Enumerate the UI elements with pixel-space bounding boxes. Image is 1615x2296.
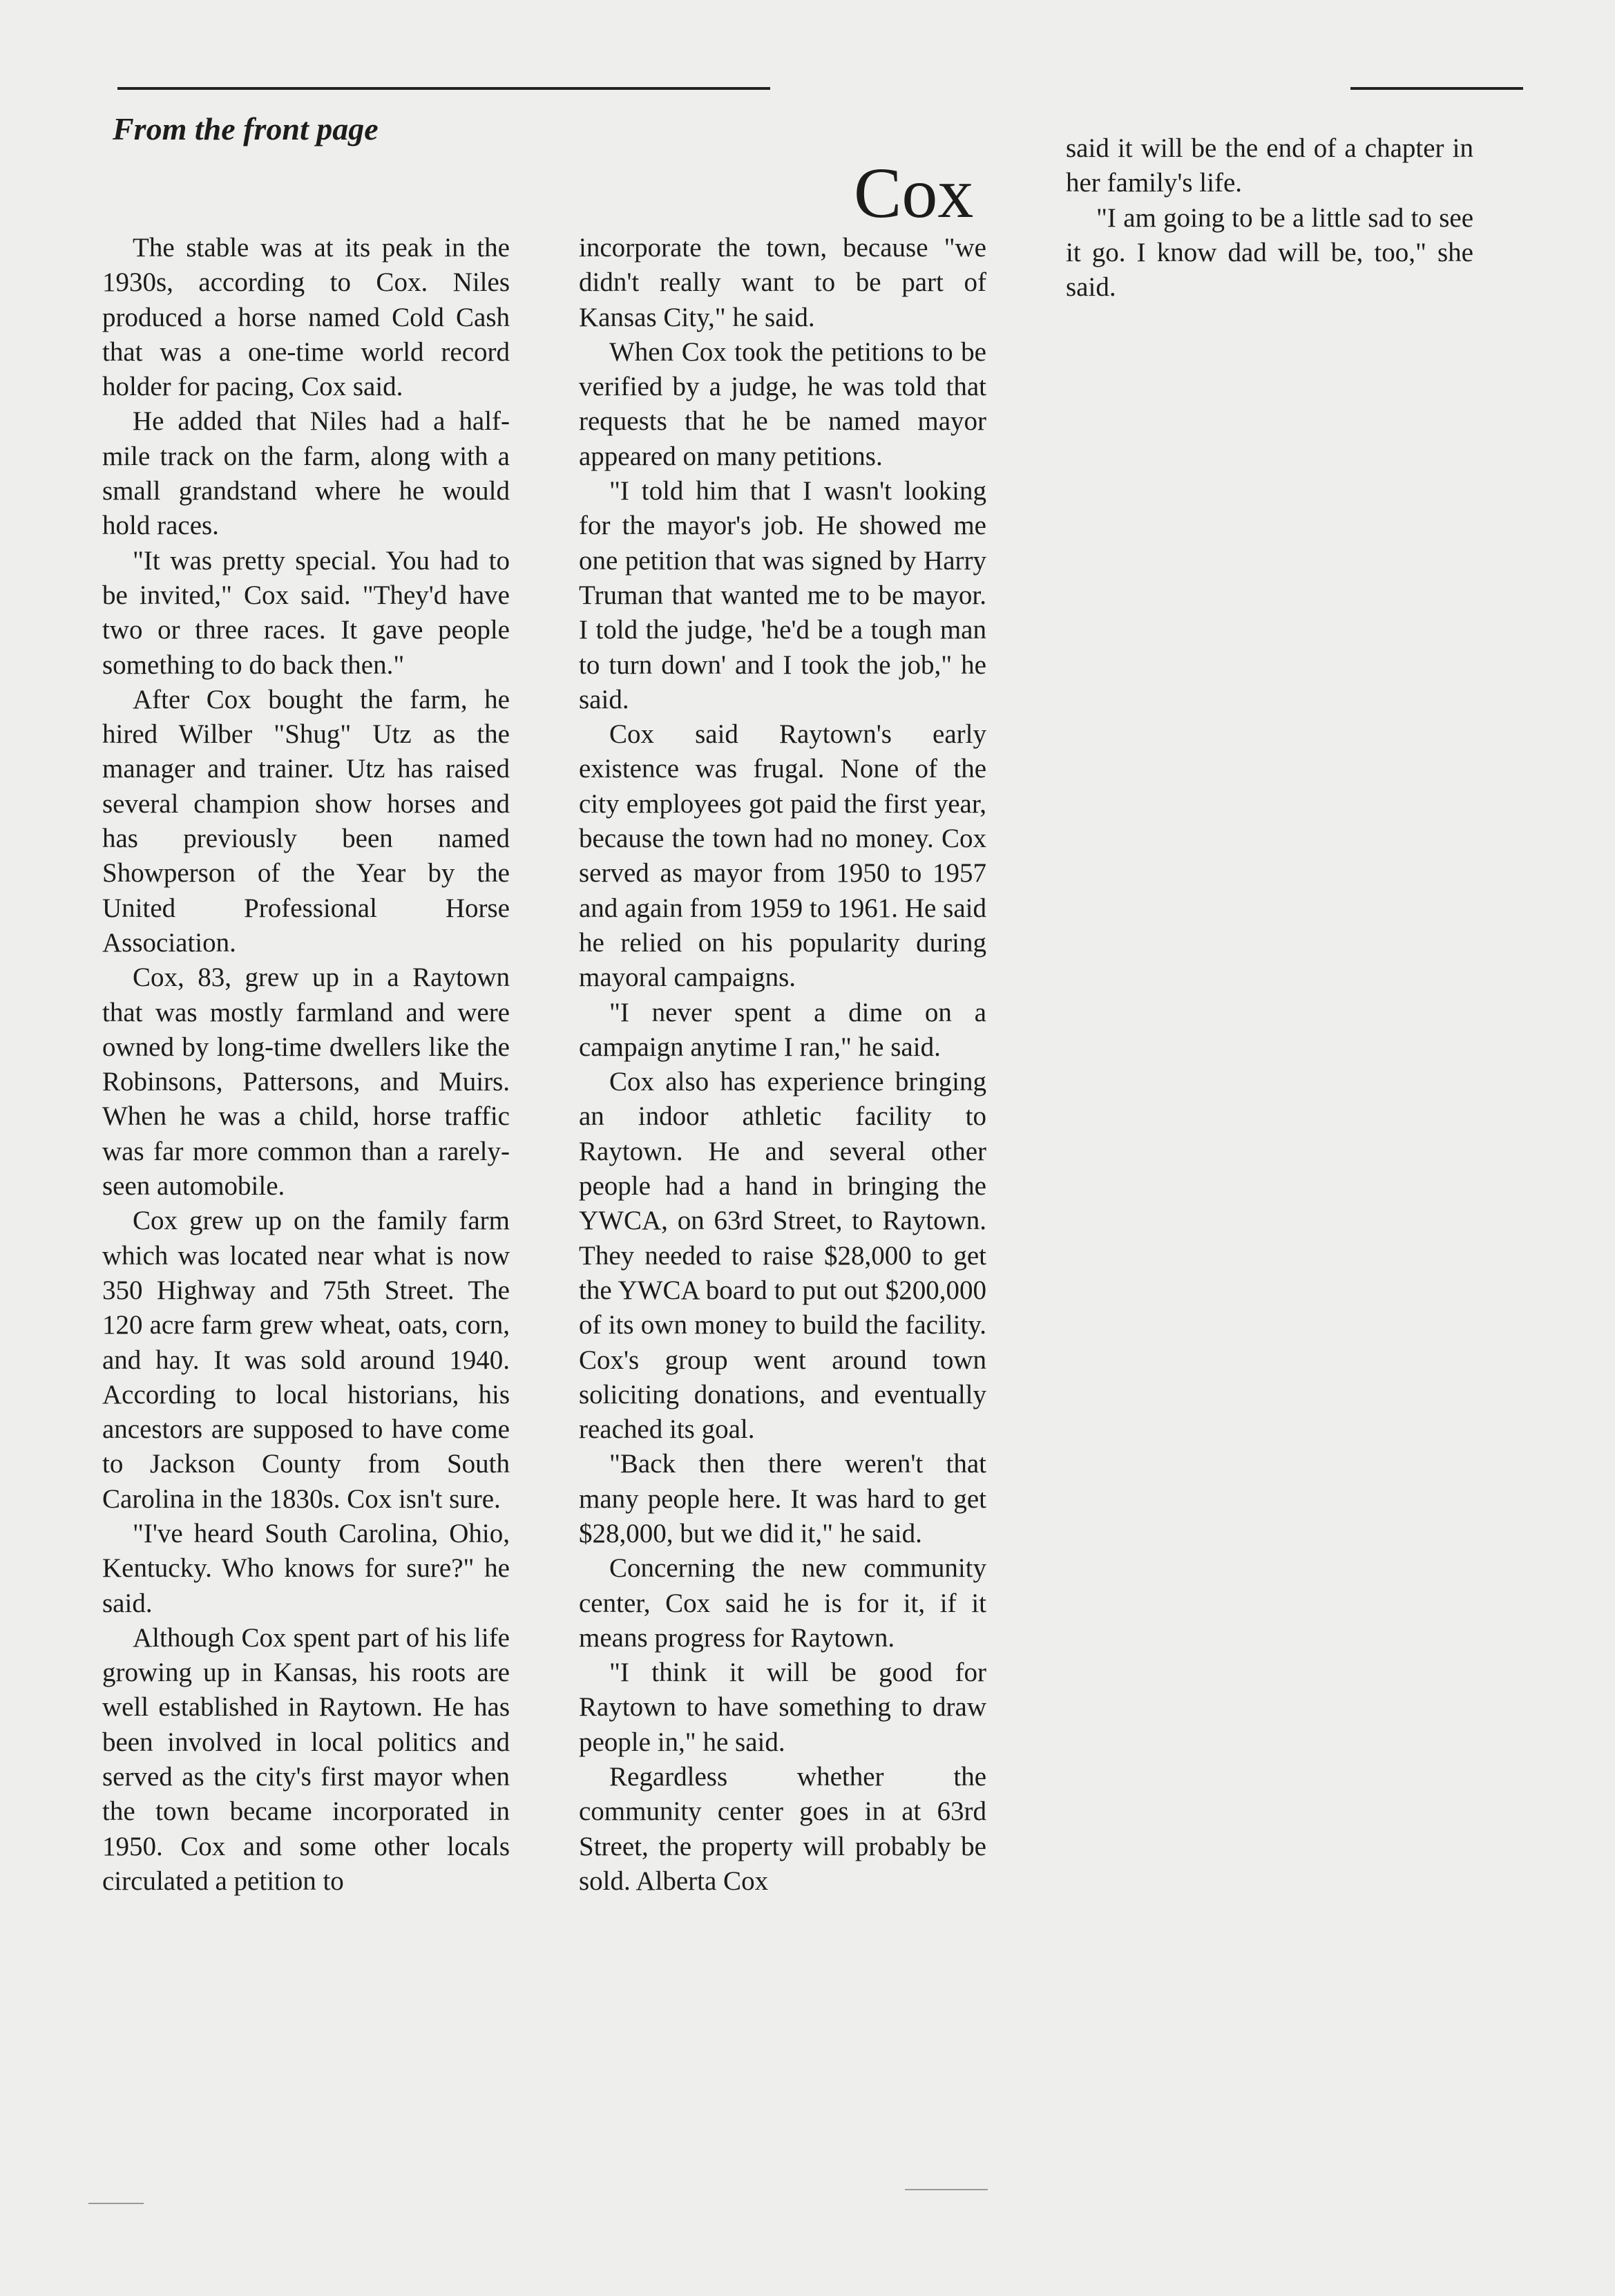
paragraph: Although Cox spent part of his life growing up in Kansas, his roots are well established in Raytown. He has been involved in local politics and served as the city's first mayor when the town became incorporated in 1950. Cox and some other locals circulated a petition to [102,1622,510,1896]
paragraph: "I've heard South Carolina, Ohio, Kentucky. Who knows for sure?" he said. [102,1518,510,1618]
paragraph: He added that Niles had a half-mile track on the farm, along with a small grandstand where he would hold races. [102,406,510,541]
top-rule-right [1350,87,1523,90]
article-column-1 [102,231,510,1899]
paragraph: "I am going to be a little sad to see it go. I know dad will be, too," she said. [1066,202,1473,303]
article-column-3 [1066,131,1473,305]
paragraph: Cox grew up on the family farm which was located near what is now 350 Highway and 75th Street. The 120 acre farm grew wheat, oats, corn, and hay. It was sold around 1940. According to local historians, his ancestors are supposed to have come to Jackson County from South Carolina in the 1830s. Cox isn't sure. [102,1206,510,1514]
paragraph: Cox, 83, grew up in a Raytown that was mostly farmland and were owned by long-time dwellers like the Robinsons, Pattersons, and Muirs. When he was a child, horse traffic was far more common than a rarely-seen automobile. [102,962,510,1202]
paragraph: After Cox bought the farm, he hired Wilber "Shug" Utz as the manager and trainer. Utz has raised several champion show horses and has previously been named Showperson of the Year by the United Professional Horse Association. [102,684,510,958]
paragraph: "I think it will be good for Raytown to have something to draw people in," he said. [579,1658,986,1757]
headline: Cox [854,153,974,233]
paragraph: "It was pretty special. You had to be invited," Cox said. "They'd have two or three races. It gave people something to do back then." [102,545,510,680]
paragraph: Cox said Raytown's early existence was frugal. None of the city employees got paid the first year, because the town had no money. Cox served as mayor from 1950 to 1957 and again from 1959 to 1961. He said he relied on his popularity during mayoral campaigns. [579,719,986,993]
paragraph: "I never spent a dime on a campaign anytime I ran," he said. [579,997,986,1062]
paragraph: When Cox took the petitions to be verified by a judge, he was told that requests that he be named mayor appeared on many petitions. [579,336,986,471]
paragraph: Concerning the new community center, Cox said he is for it, if it means progress for Raytown. [579,1553,986,1653]
paragraph: "I told him that I wasn't looking for the mayor's job. He showed me one petition that was signed by Harry Truman that wanted me to be mayor. I told the judge, 'he'd be a tough man to turn down' and I took the job," he said. [579,476,986,714]
article-column-2 [579,231,986,1899]
paragraph: incorporate the town, because "we didn't really want to be part of Kansas City," he said. [579,233,986,332]
kicker: From the front page [113,111,379,146]
paragraph: The stable was at its peak in the 1930s, according to Cox. Niles produced a horse named Cold Cash that was a one-time world record holder for pacing, Cox said. [102,233,510,402]
paragraph: "Back then there weren't that many people here. It was hard to get $28,000, but we did it," he said. [579,1449,986,1548]
paragraph: Regardless whether the community center goes in at 63rd Street, the property will probably be sold. Alberta Cox [579,1762,986,1896]
top-rule-left [117,87,770,90]
paragraph: Cox also has experience bringing an indoor athletic facility to Raytown. He and several other people had a hand in bringing the YWCA, on 63rd Street, to Raytown. They needed to raise $28,000 to get the YWCA board to put out $200,000 of its own money to build the facility. Cox's group went around town soliciting donations, and eventually reached its goal. [579,1067,986,1445]
footer-rule [905,2189,988,2190]
footer-rule [88,2203,144,2204]
paragraph: said it will be the end of a chapter in her family's life. [1066,133,1473,198]
